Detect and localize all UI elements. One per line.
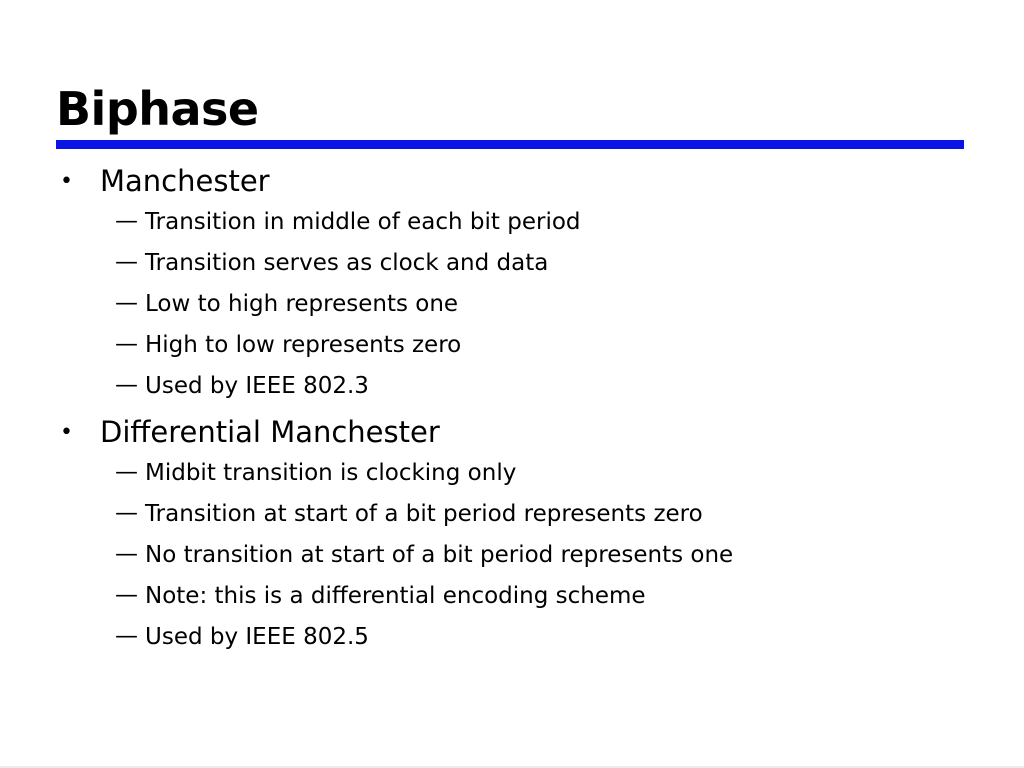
sub-point xyxy=(58,535,998,576)
sub-point xyxy=(58,284,998,325)
slide-content xyxy=(58,160,998,658)
sub-point xyxy=(58,325,998,366)
dash-icon: — xyxy=(115,208,138,234)
dash-icon: — xyxy=(115,582,138,608)
bullet-label: Manchester xyxy=(100,164,270,198)
sub-point-text: Transition at start of a bit period represents zero xyxy=(145,501,703,527)
dash-icon: — xyxy=(115,500,138,526)
dash-icon: — xyxy=(115,290,138,316)
sub-point xyxy=(58,494,998,535)
bullet-differential-manchester xyxy=(58,411,998,453)
bullet-manchester xyxy=(58,160,998,202)
sub-point-text: Note: this is a differential encoding scheme xyxy=(145,583,646,609)
dash-icon: — xyxy=(115,623,138,649)
sub-point-text: Used by IEEE 802.3 xyxy=(145,373,369,399)
sub-point-text: No transition at start of a bit period represents one xyxy=(145,542,734,568)
title-underline-rule xyxy=(56,140,964,149)
dash-icon: — xyxy=(115,372,138,398)
sub-point xyxy=(58,202,998,243)
sub-point xyxy=(58,617,998,658)
sub-point-text: Low to high represents one xyxy=(145,291,459,317)
sub-point-text: Transition in middle of each bit period xyxy=(145,209,581,235)
sub-point-text: Midbit transition is clocking only xyxy=(145,460,517,486)
sub-point xyxy=(58,366,998,407)
sub-point-text: Used by IEEE 802.5 xyxy=(145,624,369,650)
sub-point xyxy=(58,576,998,617)
sub-point-text: High to low represents zero xyxy=(145,332,462,358)
bullet-dot-icon: • xyxy=(60,420,73,445)
dash-icon: — xyxy=(115,331,138,357)
dash-icon: — xyxy=(115,459,138,485)
slide-title: Biphase xyxy=(56,82,259,136)
dash-icon: — xyxy=(115,249,138,275)
sub-point xyxy=(58,453,998,494)
dash-icon: — xyxy=(115,541,138,567)
sub-point xyxy=(58,243,998,284)
bullet-label: Differential Manchester xyxy=(100,415,440,449)
sub-point-text: Transition serves as clock and data xyxy=(145,250,549,276)
bullet-dot-icon: • xyxy=(60,169,73,194)
